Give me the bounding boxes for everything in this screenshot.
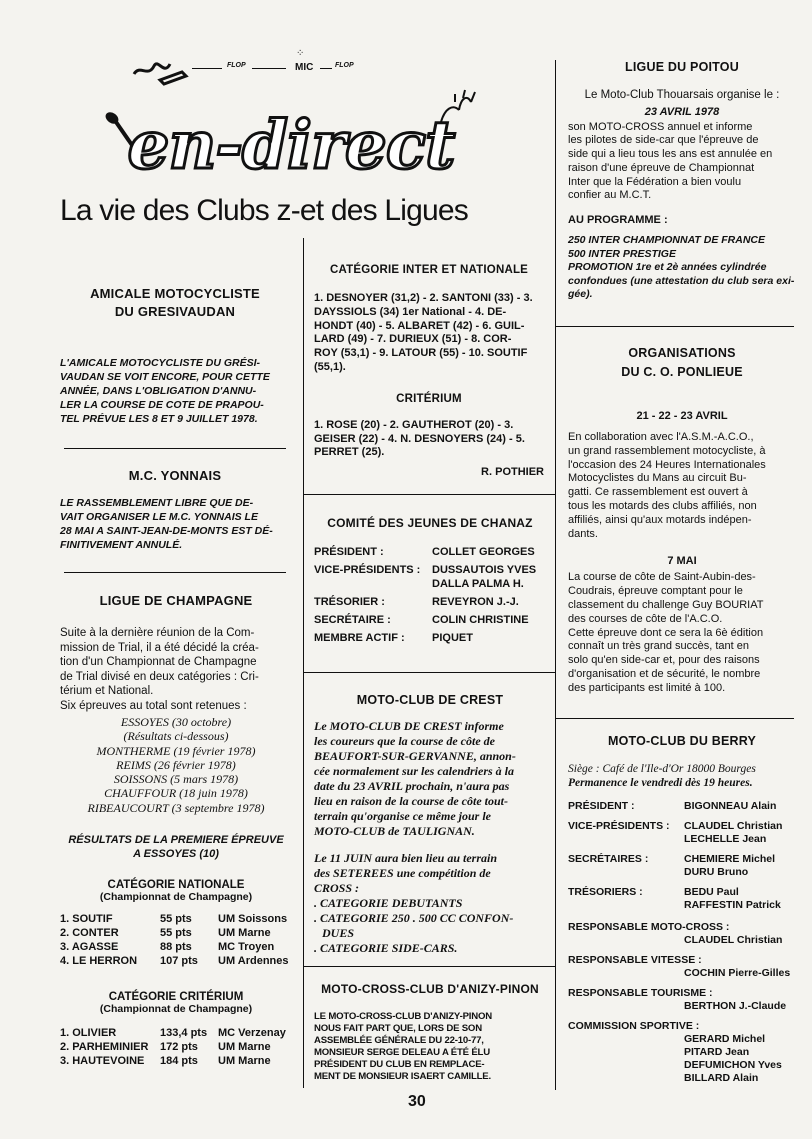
yonnais-line: VAIT ORGANISER LE M.C. YONNAIS LE	[60, 511, 258, 523]
scribble-icon	[130, 50, 190, 86]
resp-role: RESPONSABLE TOURISME :	[568, 987, 713, 999]
role-label: SECRÉTAIRES :	[568, 853, 649, 865]
berry-permanence: Permanence le vendredi dès 19 heures.	[568, 777, 753, 789]
poitou-line: Inter que la Fédération a bien voulu	[568, 175, 742, 188]
ponlieue-line: En collaboration avec l'A.S.M.-A.C.O.,	[568, 431, 754, 443]
logo	[100, 88, 490, 188]
table-row	[60, 1041, 286, 1055]
inter-signature: R. POTHIER	[481, 466, 544, 479]
rider-name: 2. CONTER	[60, 927, 119, 940]
ponlieue-line: des participants est limité à 100.	[568, 681, 726, 694]
crest-list-item: DUES	[322, 926, 355, 940]
section-yonnais	[60, 468, 290, 552]
programme-item: PROMOTION 1re et 2è années cylindrée	[568, 261, 767, 274]
credit-left: FLOP	[227, 62, 246, 69]
table-row	[568, 853, 794, 886]
ponlieue-line: d'organisation et de sécurité, le nombre	[568, 667, 761, 680]
ponlieue-line: solo qu'en side-car et, pour des raisons	[568, 654, 760, 667]
divider	[556, 718, 794, 719]
poitou-line: side qui a lieu tous les ans est annulée en	[568, 148, 773, 161]
column-rule-2	[555, 60, 556, 1090]
section-chanaz	[314, 516, 546, 646]
criterium-table	[60, 1027, 286, 1069]
rider-club: UM Soissons	[218, 913, 288, 926]
member-name: BILLARD Alain	[684, 1072, 759, 1084]
page-title: La vie des Clubs z-et des Ligues	[60, 194, 468, 227]
rider-club: MC Troyen	[218, 941, 275, 954]
champagne-line: de Trial divisé en deux catégories : Cri-	[60, 670, 259, 683]
divider	[64, 448, 286, 449]
logo-text: en-direct	[127, 106, 455, 184]
poitou-line: son MOTO-CROSS annuel et informe	[568, 120, 753, 133]
ponlieue-title-1: ORGANISATIONS	[628, 346, 736, 360]
page-number: 30	[408, 1093, 426, 1110]
member-name: GERARD Michel	[684, 1033, 766, 1045]
results-title-2: A ESSOYES (10)	[133, 848, 219, 861]
table-row	[60, 913, 289, 927]
ponlieue-line: un grand rassemblement motocycliste, à	[568, 444, 766, 457]
ponlieue-date-2: 7 MAI	[667, 555, 697, 568]
amicale-line: VAUDAN SE VOIT ENCORE, POUR CETTE	[60, 371, 270, 383]
anizy-line: PRÉSIDENT DU CLUB EN REMPLACE-	[314, 1059, 485, 1070]
amicale-title-2: DU GRESIVAUDAN	[114, 304, 236, 319]
role-label: PRÉSIDENT :	[568, 800, 635, 812]
table-row	[60, 941, 289, 955]
section-champagne	[60, 593, 292, 1069]
nationale-table	[60, 913, 289, 969]
programme-item: confondues (une attestation du club sera exi-	[568, 274, 795, 287]
role-label: TRÉSORIERS :	[568, 886, 643, 898]
inter-criterium-title: CRITÉRIUM	[396, 392, 462, 405]
divider	[556, 326, 794, 327]
ponlieue-line: affiliés, ainsi qu'aux motards indépen-	[568, 513, 752, 526]
criterium-line: PERRET (25).	[314, 446, 385, 459]
ponlieue-date-1: 21 - 22 - 23 AVRIL	[636, 410, 728, 422]
yonnais-line: LE RASSEMBLEMENT LIBRE QUE DE-	[60, 497, 254, 509]
section-inter	[314, 264, 544, 478]
table-row	[568, 800, 794, 820]
programme-title: AU PROGRAMME :	[568, 214, 668, 227]
resp-role: RESPONSABLE MOTO-CROSS :	[568, 921, 730, 933]
ponlieue-line: des courses de côte de l'A.C.O.	[568, 612, 723, 625]
inter-line: DAYSSIOLS (34) 1er National - 4. DE-	[314, 305, 507, 318]
crest-line: des SETEREES une compétition de	[314, 866, 491, 880]
inter-line: LARD (49) - 7. DURIEUX (51) - 8. COR-	[314, 333, 512, 346]
table-row	[314, 578, 536, 596]
programme-item: gée).	[568, 288, 593, 301]
table-row	[60, 927, 289, 941]
rider-name: 1. OLIVIER	[60, 1027, 117, 1040]
divider	[304, 494, 555, 495]
member-name: PITARD Jean	[684, 1046, 750, 1058]
ponlieue-line: classement du challenge Guy BOURIAT	[568, 598, 764, 611]
member-name: CHEMIERE Michel	[684, 853, 776, 865]
table-row	[314, 632, 536, 646]
ponlieue-line: l'occasion des 24 Heures Internationales	[568, 458, 766, 471]
rider-club: UM Marne	[218, 927, 271, 940]
crest-list-item: . CATEGORIE SIDE-CARS.	[314, 941, 458, 955]
table-row	[568, 820, 794, 853]
anizy-line: MENT DE MONSIEUR ISAERT CAMILLE.	[314, 1071, 491, 1082]
rider-club: MC Verzenay	[218, 1027, 286, 1040]
section-amicale	[60, 286, 290, 426]
inter-line: (55,1).	[314, 360, 346, 373]
divider	[304, 672, 555, 673]
table-row	[314, 564, 536, 578]
rider-name: 4. LE HERRON	[60, 955, 138, 968]
ponlieue-line: Coudrais, épreuve comptant pour le	[568, 585, 743, 598]
event-item: RIBEAUCOURT (3 septembre 1978)	[87, 800, 265, 815]
resp-role: RESPONSABLE VITESSE :	[568, 954, 702, 966]
amicale-line: TEL PRÉVUE LES 8 ET 9 JUILLET 1978.	[60, 413, 258, 425]
inter-line: HONDT (40) - 5. ALBARET (42) - 6. GUIL-	[314, 319, 525, 332]
poitou-title: LIGUE DU POITOU	[625, 60, 739, 74]
ponlieue-title-2: DU C. O. PONLIEUE	[621, 365, 743, 379]
champagne-line: Suite à la dernière réunion de la Com-	[60, 627, 255, 639]
rider-club: UM Marne	[218, 1041, 271, 1054]
inter-line: 1. DESNOYER (31,2) - 2. SANTONI (33) - 3.	[314, 292, 533, 304]
role-label: TRÉSORIER :	[314, 596, 385, 608]
credit-mid: MIC	[295, 62, 314, 73]
header-credits: FLOP MIC ⁘ FLOP	[130, 48, 380, 88]
crest-list-item: . CATEGORIE DEBUTANTS	[314, 896, 463, 910]
rider-name: 2. PARHEMINIER	[60, 1041, 149, 1054]
ponlieue-line: dants.	[568, 527, 598, 540]
poitou-date: 23 AVRIL 1978	[644, 105, 720, 118]
event-item: REIMS (26 février 1978)	[116, 757, 236, 772]
crest-line: lieu en raison de la course de côte tout-	[314, 794, 508, 808]
rider-name: 3. HAUTEVOINE	[60, 1055, 145, 1068]
ponlieue-line: Motocyclistes du Mans au circuit Bu-	[568, 472, 747, 485]
rider-points: 184 pts	[160, 1055, 198, 1068]
member-name: DEFUMICHON Yves	[684, 1059, 782, 1071]
crest-line: terrain qu'organise ce même jour le	[314, 809, 491, 823]
member-name: CLAUDEL Christian	[684, 934, 783, 946]
berry-title: MOTO-CLUB DU BERRY	[607, 734, 757, 748]
divider	[304, 966, 555, 967]
event-item: CHAUFFOUR (18 juin 1978)	[104, 786, 248, 801]
anizy-line: LE MOTO-CROSS-CLUB D'ANIZY-PINON	[314, 1011, 492, 1022]
amicale-line: ANNÉE, DANS L'OBLIGATION D'ANNU-	[60, 385, 257, 397]
yonnais-title: M.C. YONNAIS	[128, 468, 222, 483]
champagne-line: mission de Trial, il a été décidé la créa-	[60, 641, 259, 654]
rider-points: 88 pts	[160, 941, 192, 954]
champagne-title: LIGUE DE CHAMPAGNE	[99, 593, 253, 608]
member-name: COLLET GEORGES	[432, 546, 535, 558]
chanaz-table	[314, 546, 536, 646]
role-label: SECRÉTAIRE :	[314, 614, 391, 626]
poitou-intro: Le Moto-Club Thouarsais organise le :	[584, 89, 780, 101]
role-label: VICE-PRÉSIDENTS :	[314, 564, 421, 576]
programme-item: 250 INTER CHAMPIONNAT DE FRANCE	[568, 234, 765, 247]
member-name: BEDU Paul	[684, 886, 739, 898]
rider-club: UM Ardennes	[218, 955, 289, 968]
amicale-line: LER LA COURSE DE COTE DE PRAPOU-	[60, 399, 264, 411]
role-label	[314, 578, 432, 596]
ponlieue-line: gatti. Ce rassemblement est ouvert à	[568, 486, 748, 499]
inter-title: CATÉGORIE INTER ET NATIONALE	[329, 264, 529, 276]
member-name: DALLA PALMA H.	[432, 578, 524, 590]
crest-line: Le MOTO-CLUB DE CREST informe	[314, 719, 504, 733]
criterium-sub: (Championnat de Champagne)	[99, 1003, 253, 1016]
table-row	[314, 546, 536, 564]
chanaz-title: COMITÉ DES JEUNES DE CHANAZ	[327, 516, 533, 530]
champagne-line: tion d'un Championnat de Champagne	[60, 656, 257, 668]
member-name: BERTHON J.-Claude	[684, 1000, 787, 1012]
results-title-1: RÉSULTATS DE LA PREMIERE ÉPREUVE	[68, 834, 284, 847]
nationale-sub: (Championnat de Champagne)	[99, 891, 253, 904]
section-poitou	[568, 60, 796, 302]
event-item: SOISSONS (5 mars 1978)	[113, 772, 239, 787]
crest-line: BEAUFORT-SUR-GERVANNE, annon-	[314, 749, 516, 763]
member-name: COLIN CHRISTINE	[432, 614, 529, 626]
poitou-line: raison d'une épreuve de Championnat	[568, 161, 755, 174]
crest-title: MOTO-CLUB DE CREST	[356, 693, 504, 707]
member-name: RAFFESTIN Patrick	[684, 899, 781, 911]
rider-points: 172 pts	[160, 1041, 198, 1054]
table-row	[314, 596, 536, 614]
rider-points: 107 pts	[160, 955, 198, 968]
crest-line: date du 23 AVRIL prochain, n'aura pas	[314, 779, 510, 793]
amicale-title-1: AMICALE MOTOCYCLISTE	[90, 286, 260, 301]
resp-role: COMMISSION SPORTIVE :	[568, 1020, 700, 1032]
inter-line: ROY (53,1) - 9. LATOUR (55) - 10. SOUTIF	[314, 347, 528, 360]
champagne-line: Six épreuves au total sont retenues :	[60, 699, 247, 712]
role-label: MEMBRE ACTIF :	[314, 632, 405, 644]
rider-points: 55 pts	[160, 927, 192, 940]
crest-line: CROSS :	[314, 881, 360, 895]
poitou-line: les pilotes de side-car que l'épreuve de	[568, 134, 759, 147]
role-label: VICE-PRÉSIDENTS :	[568, 820, 670, 832]
member-name: BIGONNEAU Alain	[684, 800, 777, 812]
section-anizy	[314, 982, 546, 1083]
event-item: ESSOYES (30 octobre)	[120, 715, 232, 729]
ponlieue-line: La course de côte de Saint-Aubin-des-	[568, 571, 756, 584]
yonnais-line: FINITIVEMENT ANNULÉ.	[60, 539, 183, 551]
table-row	[60, 1055, 286, 1069]
crest-line: cée normalement sur les calendriers à la	[314, 764, 514, 778]
berry-table	[568, 800, 794, 919]
rider-name: 3. AGASSE	[60, 941, 119, 954]
table-row	[314, 614, 536, 632]
nationale-title: CATÉGORIE NATIONALE	[107, 879, 245, 892]
anizy-title: MOTO-CROSS-CLUB D'ANIZY-PINON	[321, 982, 539, 996]
ponlieue-line: connaît un très grand succès, tant en	[568, 640, 750, 653]
column-rule-1	[303, 238, 304, 1088]
member-name: REVEYRON J.-J.	[432, 596, 519, 608]
rider-points: 133,4 pts	[160, 1027, 208, 1040]
champagne-line: térium et National.	[60, 685, 154, 697]
ponlieue-line: tous les motards des clubs affiliés, non	[568, 499, 757, 512]
anizy-line: MONSIEUR SERGE DELEAU A ÉTÉ ÉLU	[314, 1047, 490, 1058]
crest-line: les coureurs que la course de côte de	[314, 734, 495, 748]
rider-club: UM Marne	[218, 1055, 271, 1068]
anizy-line: ASSEMBLÉE GÉNÉRALE DU 22-10-77,	[314, 1035, 484, 1046]
poitou-line: confier au M.C.T.	[568, 189, 652, 202]
credit-right: FLOP	[335, 62, 354, 69]
role-label: PRÉSIDENT :	[314, 546, 384, 558]
amicale-line: L'AMICALE MOTOCYCLISTE DU GRÉSI-	[60, 357, 261, 369]
crest-line: MOTO-CLUB de TAULIGNAN.	[314, 824, 475, 838]
berry-siege: Siège : Café de l'Ile-d'Or 18000 Bourges	[568, 763, 756, 775]
member-name: CLAUDEL Christian	[684, 820, 783, 832]
member-name: DUSSAUTOIS YVES	[432, 564, 537, 576]
criterium-line: GEISER (22) - 4. N. DESNOYERS (24) - 5.	[314, 432, 525, 445]
event-item: MONTHERME (19 février 1978)	[96, 743, 256, 758]
table-row	[60, 1027, 286, 1041]
crest-list-item: . CATEGORIE 250 . 500 CC CONFON-	[314, 911, 514, 925]
section-berry	[568, 734, 796, 1085]
member-name: COCHIN Pierre-Gilles	[684, 967, 791, 979]
member-name: PIQUET	[432, 632, 473, 644]
anizy-line: NOUS FAIT PART QUE, LORS DE SON	[314, 1023, 482, 1034]
event-item: (Résultats ci-dessous)	[123, 729, 229, 744]
section-ponlieue	[568, 346, 796, 696]
divider	[64, 572, 286, 573]
rider-name: 1. SOUTIF	[60, 913, 113, 926]
criterium-title: CATÉGORIE CRITÉRIUM	[108, 991, 244, 1004]
crest-line: Le 11 JUIN aura bien lieu au terrain	[314, 851, 498, 865]
member-name: LECHELLE Jean	[684, 833, 767, 845]
criterium-line: 1. ROSE (20) - 2. GAUTHEROT (20) - 3.	[314, 418, 514, 431]
table-row	[60, 955, 289, 969]
section-crest	[314, 693, 546, 956]
rider-points: 55 pts	[160, 913, 192, 926]
yonnais-line: 28 MAI A SAINT-JEAN-DE-MONTS EST DÉ-	[60, 525, 273, 537]
table-row	[568, 886, 794, 919]
programme-item: 500 INTER PRESTIGE	[568, 247, 676, 260]
member-name: DURU Bruno	[684, 866, 749, 878]
ponlieue-line: Cette épreuve dont ce sera la 6è édition	[568, 626, 764, 639]
